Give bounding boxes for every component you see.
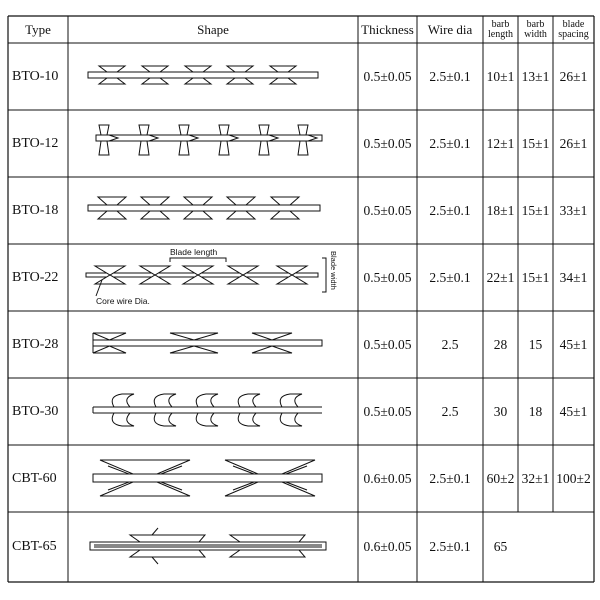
tape-body-bto-22 bbox=[86, 273, 318, 277]
barb-bto-12 bbox=[259, 141, 269, 155]
barb-bto-10 bbox=[270, 66, 296, 72]
row-thickness: 0.6±0.05 bbox=[363, 539, 412, 554]
row-wire-dia: 2.5±0.1 bbox=[429, 470, 471, 486]
row-thickness: 0.5±0.05 bbox=[363, 403, 412, 419]
header-type: Type bbox=[25, 21, 51, 37]
blade-cbt-65-tip bbox=[152, 557, 158, 564]
row-barb-width: 15±1 bbox=[521, 269, 550, 285]
blade-cbt-60 bbox=[225, 482, 315, 496]
barb-bto-18 bbox=[227, 197, 255, 205]
barb-bto-12 bbox=[219, 125, 229, 135]
tape-body-bto-12 bbox=[96, 135, 322, 141]
row-barb-length: 18±1 bbox=[486, 202, 515, 218]
row-wire-dia: 2.5 bbox=[441, 336, 459, 352]
annotation-core-wire: Core wire Dia. bbox=[96, 296, 150, 306]
row-wire-dia: 2.5±0.1 bbox=[429, 135, 471, 151]
hook-bto-30 bbox=[112, 413, 134, 426]
spike-bto-12 bbox=[109, 135, 118, 141]
hook-bto-30 bbox=[280, 394, 302, 407]
row-blade-spacing: 26±1 bbox=[559, 135, 588, 151]
hook-bto-30 bbox=[238, 413, 260, 426]
blade-cbt-65 bbox=[230, 535, 305, 542]
row-type: BTO-30 bbox=[12, 403, 59, 419]
row-barb-width: 15±1 bbox=[521, 202, 550, 218]
blade-width-bracket bbox=[322, 258, 326, 292]
row-blade-spacing: 33±1 bbox=[559, 202, 588, 218]
row-barb-length: 30 bbox=[493, 403, 508, 419]
row-barb-length: 12±1 bbox=[486, 135, 515, 151]
row-thickness: 0.5±0.05 bbox=[363, 269, 412, 285]
header-thickness: Thickness bbox=[361, 21, 414, 37]
row-barb-width: 32±1 bbox=[521, 470, 550, 486]
barb-bto-22 bbox=[277, 275, 307, 284]
row-blade-spacing: 100±2 bbox=[556, 470, 591, 486]
barb-bto-28 bbox=[93, 333, 126, 340]
barb-bto-18 bbox=[271, 197, 299, 205]
row-type: CBT-65 bbox=[12, 539, 57, 554]
barb-bto-10 bbox=[185, 66, 211, 72]
tape-body-bto-10 bbox=[88, 72, 318, 78]
hook-bto-30 bbox=[154, 394, 176, 407]
hook-bto-30 bbox=[154, 413, 176, 426]
header-wire-dia: Wire dia bbox=[427, 21, 473, 37]
tape-body-bto-28 bbox=[93, 340, 322, 346]
barb-bto-10 bbox=[99, 66, 125, 72]
spike-bto-12 bbox=[229, 135, 238, 141]
hook-bto-30 bbox=[280, 413, 302, 426]
hook-bto-30 bbox=[238, 394, 260, 407]
barb-bto-22 bbox=[183, 266, 213, 275]
barb-bto-22 bbox=[277, 266, 307, 275]
blade-length-bracket bbox=[170, 258, 226, 262]
barb-bto-12 bbox=[219, 141, 229, 155]
row-type: CBT-60 bbox=[12, 470, 57, 486]
barb-bto-22 bbox=[140, 266, 170, 275]
row-thickness: 0.6±0.05 bbox=[363, 470, 412, 486]
barb-bto-10 bbox=[227, 78, 253, 84]
barb-bto-12 bbox=[99, 125, 109, 135]
blade-cbt-65 bbox=[130, 550, 205, 557]
row-blade-spacing: 26±1 bbox=[559, 68, 588, 84]
barb-bto-18 bbox=[184, 197, 212, 205]
barb-bto-28 bbox=[252, 346, 292, 353]
row-thickness: 0.5±0.05 bbox=[363, 135, 412, 151]
spike-bto-12 bbox=[149, 135, 158, 141]
row-barb-length: 10±1 bbox=[486, 68, 515, 84]
row-thickness: 0.5±0.05 bbox=[363, 202, 412, 218]
row-barb-length: 22±1 bbox=[486, 269, 515, 285]
hook-bto-30 bbox=[196, 413, 218, 426]
row-wire-dia: 2.5±0.1 bbox=[429, 202, 471, 218]
barb-bto-10 bbox=[99, 78, 125, 84]
barb-bto-10 bbox=[270, 78, 296, 84]
row-type: BTO-10 bbox=[12, 68, 59, 84]
blade-cbt-65-tip bbox=[152, 528, 158, 535]
row-type: BTO-28 bbox=[12, 336, 59, 352]
row-wire-dia: 2.5±0.1 bbox=[429, 269, 471, 285]
blade-cbt-60 bbox=[100, 460, 190, 474]
barb-bto-18 bbox=[271, 211, 299, 219]
row-thickness: 0.5±0.05 bbox=[363, 336, 412, 352]
annotation-blade-length: Blade length bbox=[170, 247, 218, 257]
row-barb-width: 15±1 bbox=[521, 135, 550, 151]
barb-bto-18 bbox=[227, 211, 255, 219]
barb-bto-18 bbox=[184, 211, 212, 219]
barb-bto-22 bbox=[95, 266, 125, 275]
row-type: BTO-12 bbox=[12, 135, 59, 151]
header-shape: Shape bbox=[197, 21, 229, 37]
barb-bto-22 bbox=[95, 275, 125, 284]
barb-bto-10 bbox=[227, 66, 253, 72]
barb-bto-18 bbox=[98, 211, 126, 219]
barb-bto-12 bbox=[298, 141, 308, 155]
tape-body-bto-18 bbox=[88, 205, 320, 211]
row-barb-width: 18 bbox=[528, 403, 543, 419]
hook-bto-30 bbox=[112, 394, 134, 407]
barb-bto-22 bbox=[228, 275, 258, 284]
row-barb-width: 15 bbox=[528, 336, 543, 352]
barb-bto-18 bbox=[141, 197, 169, 205]
barb-bto-12 bbox=[99, 141, 109, 155]
barb-bto-22 bbox=[183, 275, 213, 284]
row-barb-width: 13±1 bbox=[521, 68, 550, 84]
row-thickness: 0.5±0.05 bbox=[363, 68, 412, 84]
barb-bto-12 bbox=[139, 125, 149, 135]
barb-bto-28 bbox=[170, 333, 218, 340]
tape-body-cbt-60 bbox=[93, 474, 322, 482]
barb-bto-28 bbox=[170, 346, 218, 353]
hook-bto-30 bbox=[196, 394, 218, 407]
spike-bto-12 bbox=[308, 135, 317, 141]
barb-bto-28 bbox=[252, 333, 292, 340]
header-blade-spacing: blade spacing bbox=[558, 18, 589, 40]
row-wire-dia: 2.5 bbox=[441, 403, 459, 419]
blade-cbt-65 bbox=[130, 535, 205, 542]
row-blade-spacing: 34±1 bbox=[559, 269, 588, 285]
spike-bto-12 bbox=[189, 135, 198, 141]
barb-bto-22 bbox=[228, 266, 258, 275]
barb-bto-10 bbox=[142, 78, 168, 84]
barb-bto-28 bbox=[93, 346, 126, 353]
barb-bto-12 bbox=[139, 141, 149, 155]
row-wire-dia: 2.5±0.1 bbox=[429, 539, 471, 554]
barb-bto-12 bbox=[179, 125, 189, 135]
barb-bto-10 bbox=[142, 66, 168, 72]
barb-bto-12 bbox=[179, 141, 189, 155]
barb-bto-18 bbox=[141, 211, 169, 219]
row-blade-spacing: 45±1 bbox=[559, 403, 588, 419]
row-barb-length: 60±2 bbox=[486, 470, 515, 486]
row-type: BTO-18 bbox=[12, 202, 59, 218]
barb-bto-18 bbox=[98, 197, 126, 205]
blade-cbt-65 bbox=[230, 550, 305, 557]
row-blade-spacing: 45±1 bbox=[559, 336, 588, 352]
header-barb-length: barb length bbox=[488, 18, 513, 40]
header-barb-width: barb width bbox=[524, 18, 547, 40]
spike-bto-12 bbox=[269, 135, 278, 141]
tape-body-cbt-65 bbox=[90, 542, 326, 550]
barb-bto-12 bbox=[298, 125, 308, 135]
barb-bto-10 bbox=[185, 78, 211, 84]
row-barb-length: 28 bbox=[493, 336, 508, 352]
row-barb-length: 65 bbox=[493, 539, 508, 554]
blade-cbt-60 bbox=[225, 460, 315, 474]
row-wire-dia: 2.5±0.1 bbox=[429, 68, 471, 84]
blade-cbt-60 bbox=[100, 482, 190, 496]
barb-bto-12 bbox=[259, 125, 269, 135]
row-type: BTO-22 bbox=[12, 269, 59, 285]
annotation-blade-width: Blade width bbox=[329, 251, 338, 290]
barb-bto-22 bbox=[140, 275, 170, 284]
